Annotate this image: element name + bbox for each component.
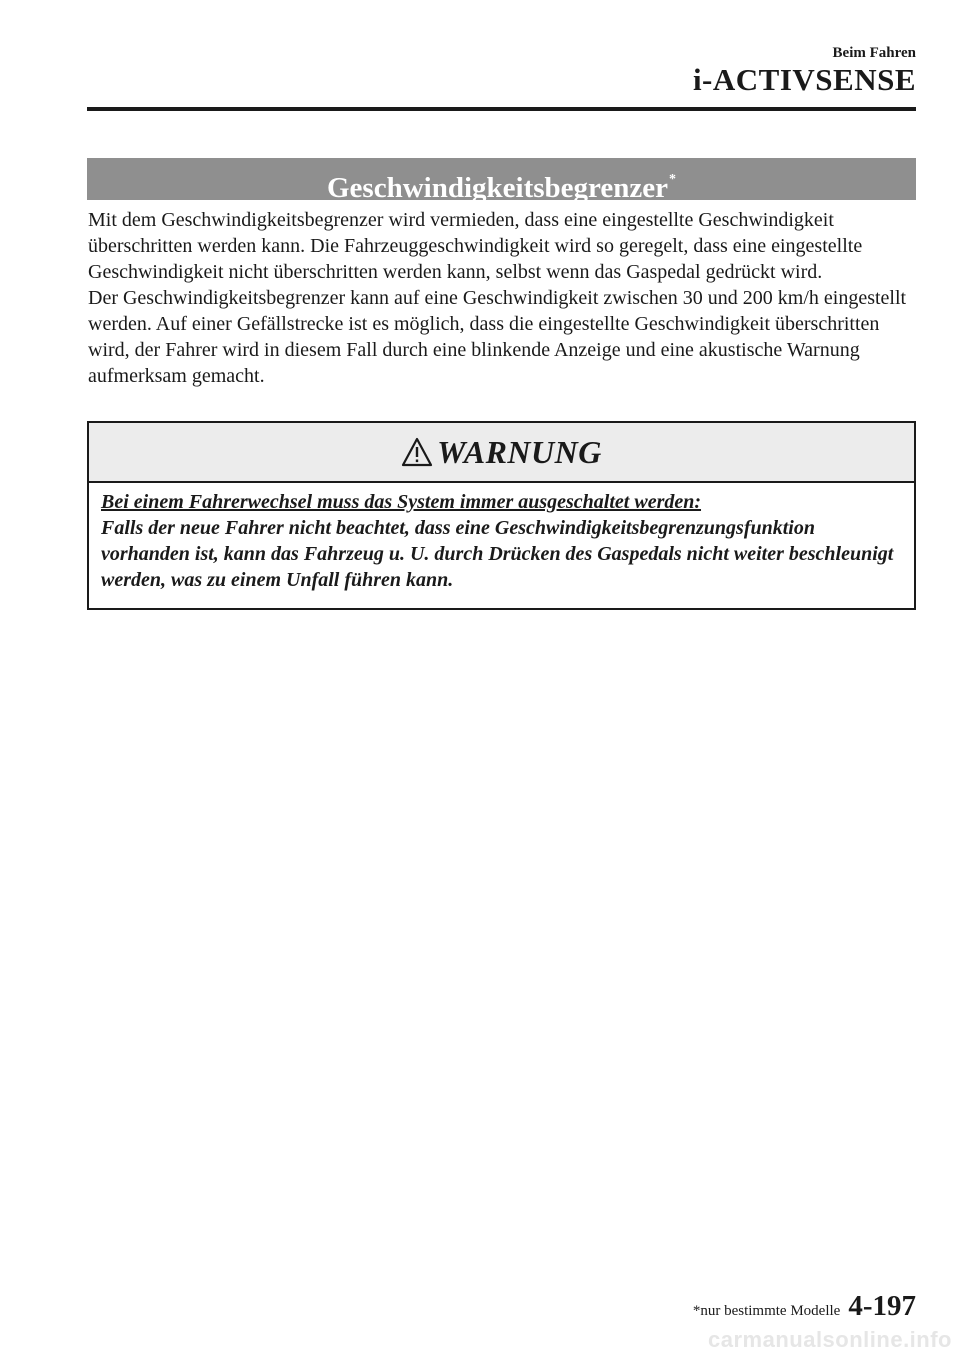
warning-header: [89, 423, 914, 483]
warning-triangle-icon: [401, 437, 433, 467]
header-divider: [87, 107, 916, 111]
watermark: carmanualsonline.info: [708, 1327, 952, 1352]
page-title-text: Geschwindigkeitsbegrenzer: [327, 172, 668, 204]
footnote: *nur bestimmte Modelle: [692, 1303, 841, 1319]
page-title: [87, 158, 916, 204]
model-footnote-marker: *: [669, 172, 676, 187]
body-text: [88, 207, 920, 389]
warning-text: Falls der neue Fahrer nicht beachtet, dass eine Geschwindigkeitsbegrenzungsfunktion vorhanden ist, kann das Fahrzeug u. U. durch Drücken des Gaspedals nicht weiter beschleunigt werden, was zu einem Unfall führen kann.: [101, 517, 894, 591]
page-footer: [693, 1290, 916, 1323]
running-head: [693, 44, 916, 96]
chapter-title: Beim Fahren: [832, 45, 916, 61]
warning-label: WARNUNG: [437, 433, 602, 470]
warning-box: [87, 421, 916, 610]
page-number: 4-197: [848, 1290, 916, 1322]
body-paragraph-2: Der Geschwindigkeitsbegrenzer kann auf eine Geschwindigkeit zwischen 30 und 200 km/h eingestellt werden. Auf einer Gefällstrecke ist es möglich, dass die eingestellte Geschwindigkeit überschritten wird, der Fahrer wird in diesem Fall durch eine blinkende Anzeige und eine akustische Warnung aufmerksam gemacht.: [88, 287, 907, 387]
warning-lead: Bei einem Fahrerwechsel muss das System immer ausgeschaltet werden:: [101, 491, 702, 513]
warning-content: [89, 483, 914, 593]
section-title: i-ACTIVSENSE: [692, 62, 916, 97]
body-paragraph-1: Mit dem Geschwindigkeitsbegrenzer wird vermieden, dass eine eingestellte Geschwindigkeit überschritten werden kann. Die Fahrzeuggeschwindigkeit wird so geregelt, dass eine eingestellte Geschwindigkeit nicht überschritten werden kann, selbst wenn das Gaspedal gedrückt wird.: [88, 209, 863, 283]
